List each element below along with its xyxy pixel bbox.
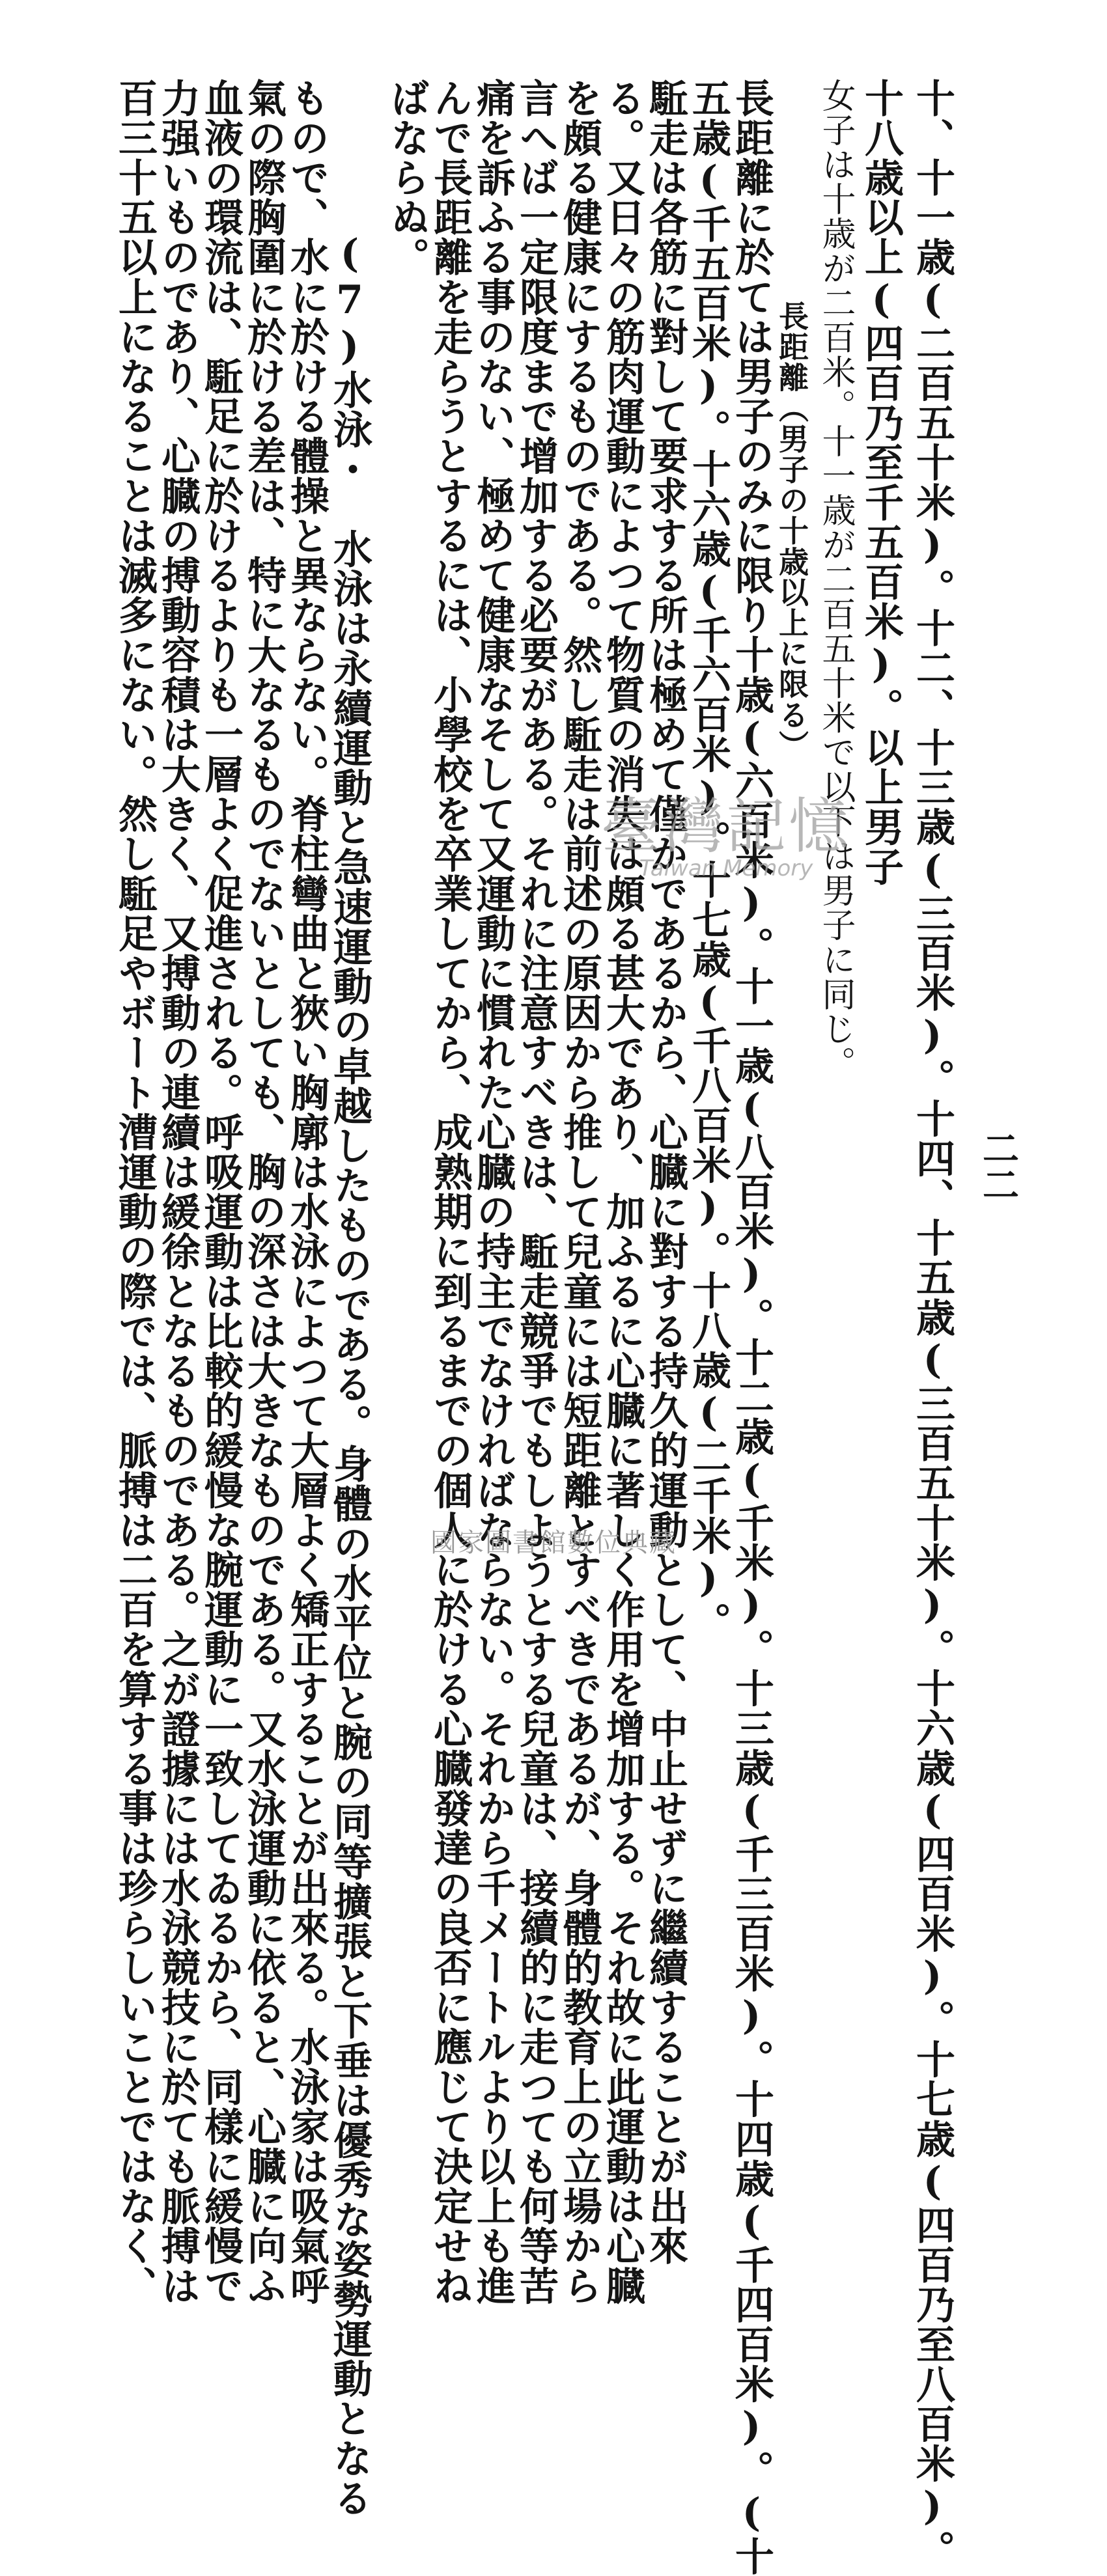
- library-footer: 國家圖書館數位典藏: [430, 1528, 677, 1558]
- text-column-1: 十、十一歳(二百五十米)。十二、十三歳(三百米)。十四、十五歳(三百五十米)。十六歳(四百米)。十七歳(四百乃至八百米)。: [910, 78, 955, 2570]
- text-column-18: 力强いものであり、心臓の搏動容積は大きく、又搏動の連續は緩徐となるものである。之が證據には水泳競技に於ても脈搏は: [155, 78, 201, 2306]
- text-column-2: 十八歳以上(四百乃至千五百米)。以上男子: [858, 78, 904, 887]
- text-column-15: もので、水に於ける體操と異ならない。脊柱彎曲と狹い胸廓は水泳によつて大層よく矯正することが出來る。水泳家は吸氣呼: [284, 78, 329, 2306]
- text-column-16: 氣の際胸圍に於ける差は、特に大なるものでないとしても、胸の深さは大きなものである。又水泳運動に依ると、心臓に向ふ: [241, 78, 287, 2306]
- watermark-cjk-text: 臺灣記憶: [600, 792, 851, 861]
- text-column-9: を頗る健康にするものである。然し駈走は前述の原因から推して兒童には短距離とすべきであるが、身體的教育上の立場から: [557, 78, 602, 2306]
- text-column-6: 五歳(千五百米)。十六歳(千六百米)。十七歳(千八百米)。十八歳(二千米)。: [686, 78, 731, 1642]
- text-column-10: 言へば一定限度まで增加する必要がある。それに注意すべきは、駈走競爭でもしようとする兒童は、接續的に走つても何等苦: [513, 78, 559, 2306]
- section-swimming-start: (7)水泳・ 水泳は永續運動と急速運動の卓越したものである。身體の水平位と腕の同等擴張と下垂は優秀な姿勢運動となる: [327, 231, 372, 2518]
- text-column-5: 長距離に於ては男子のみに限り十歳(六百米)。十一歳(八百米)。十二歳(千米)。十三歳(千三百米)。十四歳(千四百米)。(十: [729, 78, 774, 2576]
- page-number: 二二: [977, 1129, 1020, 1202]
- text-column-3: 女子は十歳が二百米。十一歳が二百五十米で以下は男子に同じ。: [816, 78, 855, 1081]
- text-column-13: ばならぬ。: [384, 78, 430, 277]
- text-column-19: 百三十五以上になることは滅多にない。然し駈足やボート漕運動の際では、脈搏は二百を算する事は珍らしいことではなく、: [112, 78, 158, 2306]
- watermark-latin-text: Taiwan Memory: [639, 855, 813, 881]
- text-column-12: んで長距離を走らうとするには、小學校を卒業してから、成熟期に到るまでの個人に於ける心臓發達の良否に應じて決定せね: [427, 78, 473, 2306]
- text-column-17: 血液の環流は、駈足に於けるよりも一層よく促進される。呼吸運動は比較的緩慢な腕運動に一致してゐるから、同樣に緩慢で: [198, 78, 244, 2306]
- text-column-8: る。又日々の筋肉運動によつて物質の消失は頗る甚大であり、加ふるに心臓に著しく作用を增加する。それ故に此運動は心臓: [600, 78, 645, 2306]
- text-column-11: 痛を訴ふる事のない、極めて健康なそして又運動に慣れた心臓の持主でなければならない。それから千メートルより以上も進: [470, 78, 516, 2306]
- section-heading-long-distance: 長距離（男子の十歳以上に限る）: [774, 301, 809, 761]
- text-column-7: 駈走は各筋に對して要求する所は極めて僅かであるから、心臓に對する持久的運動として、中止せずに繼續することが出來: [643, 78, 688, 2266]
